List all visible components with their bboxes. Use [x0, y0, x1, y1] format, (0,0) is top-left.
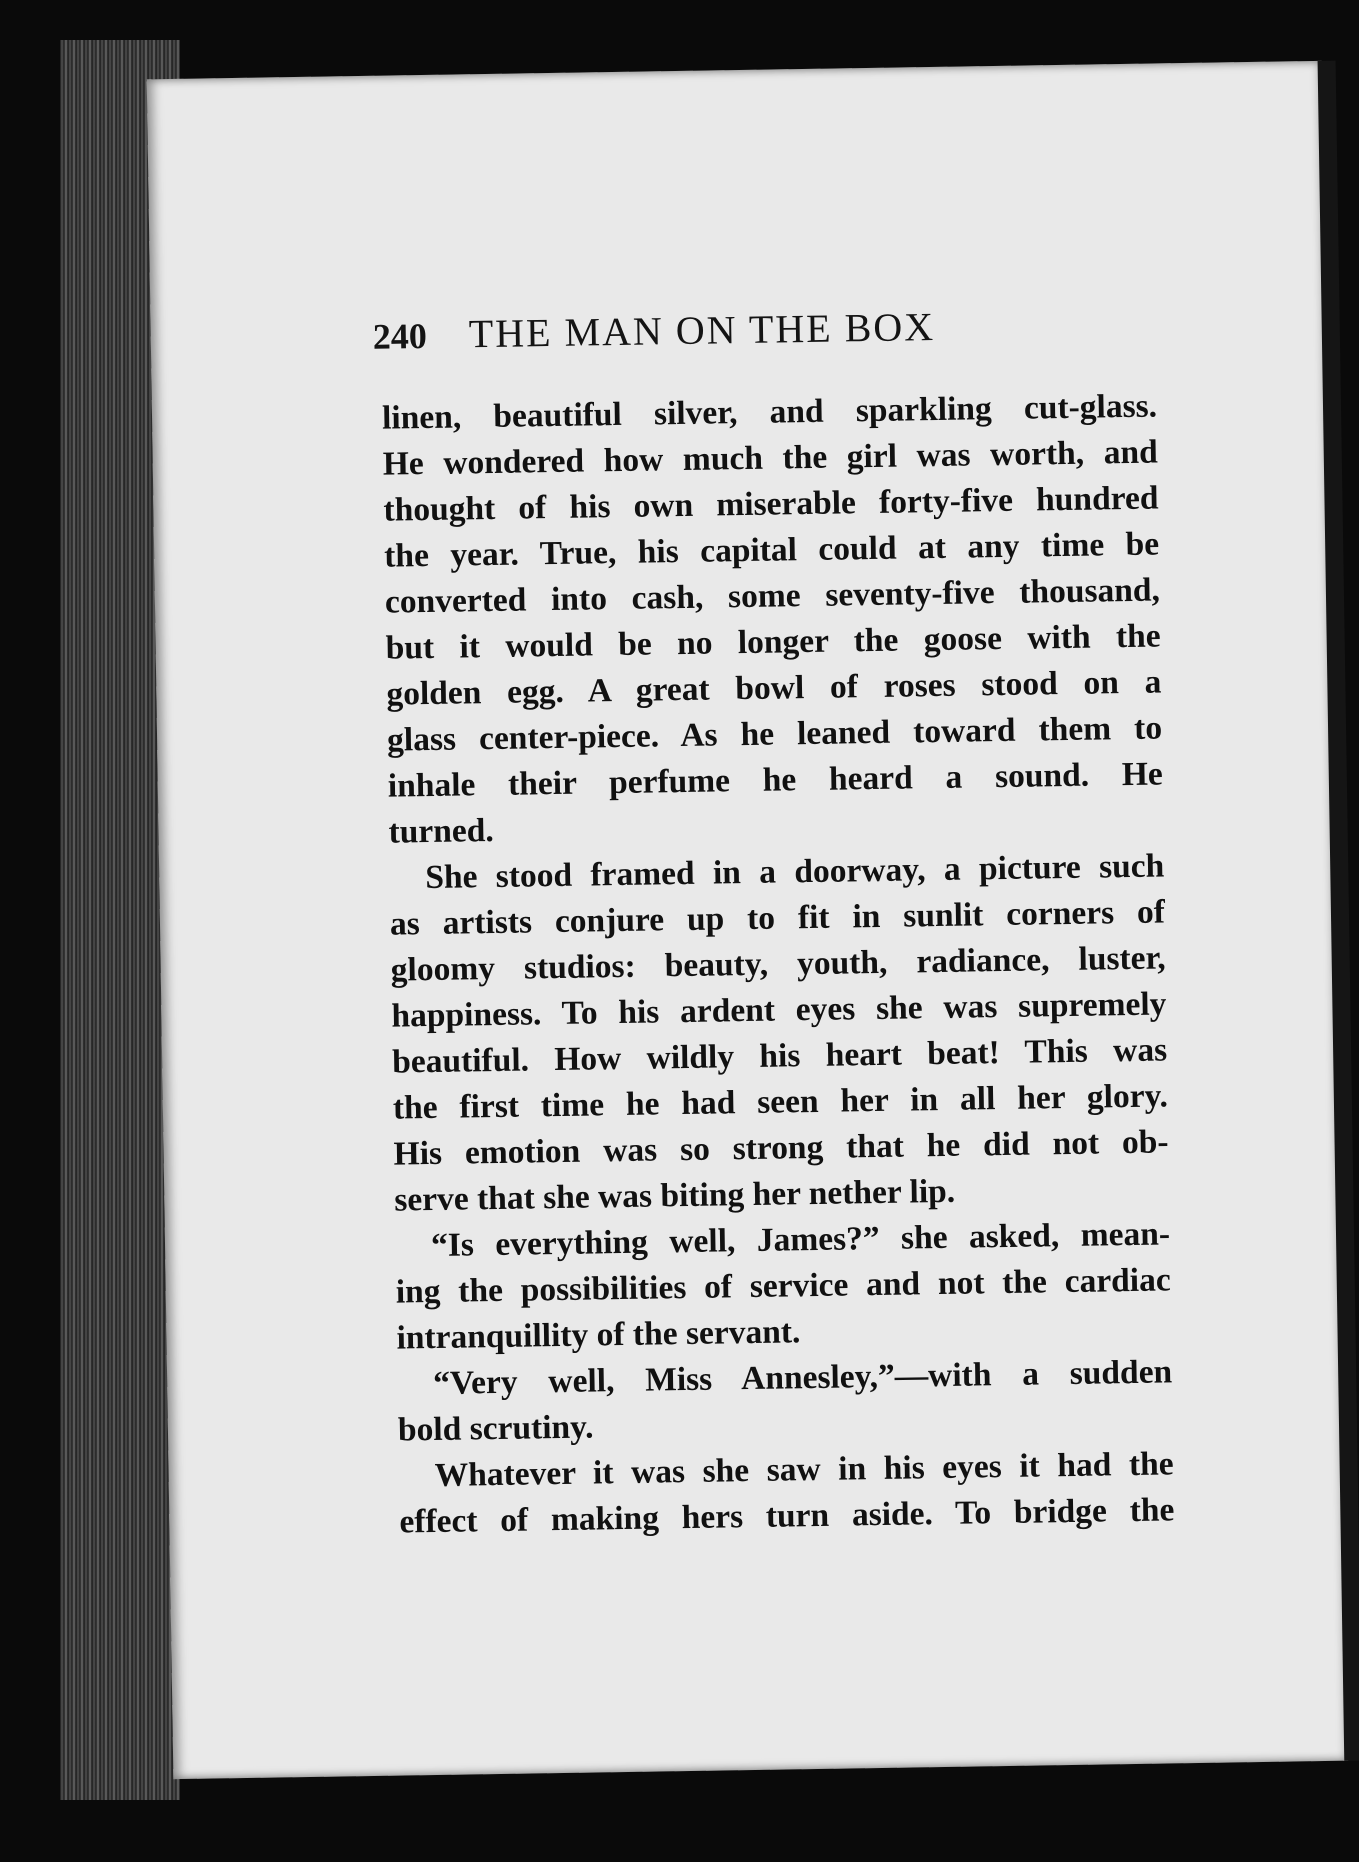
text-line: glass center-piece. As he leaned toward them to — [386, 709, 1163, 759]
text-line: thought of his own miserable forty-five hundred — [383, 479, 1159, 529]
text-line: bold scrutiny. — [397, 1408, 594, 1449]
page-header — [372, 299, 1173, 359]
page-number: 240 — [372, 315, 428, 357]
text-line: happiness. To his ardent eyes she was supremely — [391, 985, 1167, 1035]
text-line: converted into cash, some seventy-five thousand, — [384, 571, 1161, 621]
text-line: “Is everything well, James?” she asked, mean- — [430, 1215, 1171, 1265]
text-line: turned. — [388, 811, 495, 851]
text-line: golden egg. A great bowl of roses stood on a — [386, 663, 1162, 713]
text-line: He wondered how much the girl was worth, and — [382, 433, 1158, 483]
text-line: serve that she was biting her nether lip. — [394, 1172, 956, 1219]
text-line: His emotion was so strong that he did not ob- — [393, 1123, 1169, 1173]
text-line: “Very well, Miss Annesley,”—with a sudden — [432, 1353, 1173, 1402]
text-line: effect of making hers turn aside. To bridge the — [399, 1491, 1175, 1541]
book-page — [147, 61, 1349, 1779]
text-line: Whatever it was she saw in his eyes it had the — [434, 1445, 1174, 1494]
text-line: the year. True, his capital could at any time be — [383, 525, 1160, 575]
text-line: ing the possibilities of service and not the cardiac — [395, 1261, 1171, 1311]
text-line: intranquillity of the servant. — [396, 1313, 801, 1357]
text-line: She stood framed in a doorway, a picture such — [425, 847, 1165, 897]
text-line: gloomy studios: beauty, youth, radiance, luster, — [390, 939, 1166, 989]
text-line: but it would be no longer the goose with the — [385, 617, 1161, 667]
running-title: THE MAN ON THE BOX — [468, 303, 936, 357]
body-text — [382, 384, 1175, 1546]
text-line: inhale their perfume he heard a sound. He — [387, 755, 1164, 805]
text-line: as artists conjure up to fit in sunlit corners of — [389, 893, 1166, 943]
text-line: the first time he had seen her in all her glory. — [392, 1077, 1169, 1127]
text-line: beautiful. How wildly his heart beat! This was — [391, 1031, 1168, 1081]
text-line: linen, beautiful silver, and sparkling cut-glass. — [381, 387, 1158, 437]
